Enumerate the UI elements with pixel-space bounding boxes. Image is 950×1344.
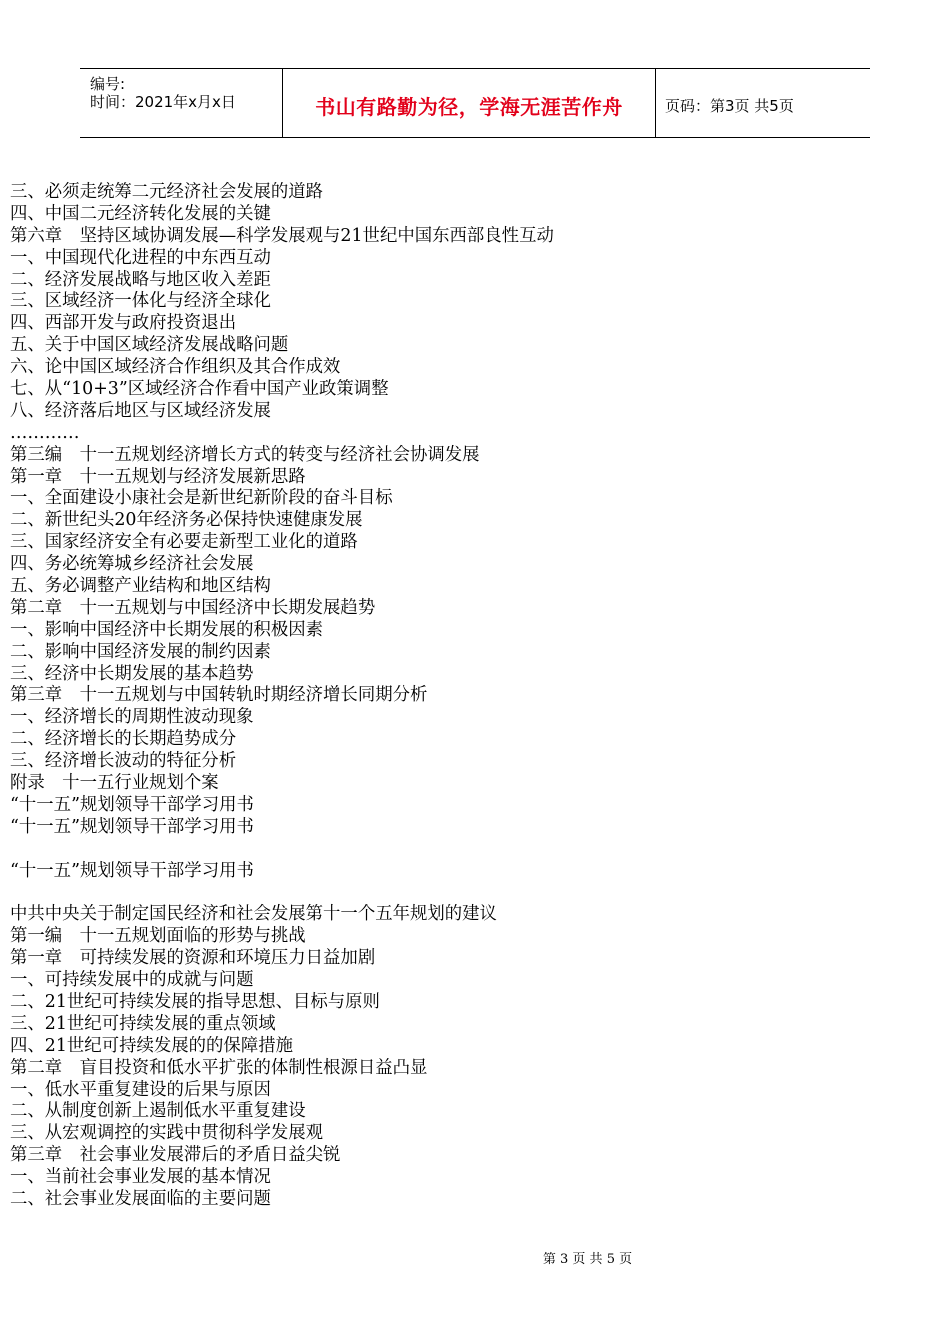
toc-line: 三、必须走统筹二元经济社会发展的道路 [10,182,324,202]
toc-line: 附录 十一五行业规划个案 [10,773,219,794]
toc-line: 第一编 十一五规划面临的形势与挑战 [10,926,306,947]
toc-line: 五、关于中国区域经济发展战略问题 [10,335,289,356]
toc-line: 第三章 十一五规划与中国转轨时期经济增长同期分析 [10,685,428,706]
toc-line: 三、经济中长期发展的基本趋势 [10,663,254,684]
toc-line: 三、国家经济安全有必要走新型工业化的道路 [10,532,358,553]
toc-line [10,883,910,905]
toc-line: 第二章 十一五规划与中国经济中长期发展趋势 [10,597,376,618]
toc-line: 五、务必调整产业结构和地区结构 [10,576,271,597]
toc-line: 一、经济增长的周期性波动现象 [10,707,254,728]
header-page-cell [655,69,870,137]
toc-line: 二、新世纪头20年经济务必保持快速健康发展 [10,510,363,531]
toc-line: 第一章 十一五规划与经济发展新思路 [10,466,306,487]
toc-line: “十一五”规划领导干部学习用书 [10,816,254,837]
toc-line: 四、21世纪可持续发展的的保障措施 [10,1035,293,1056]
toc-line: 第二章 盲目投资和低水平扩张的体制性根源日益凸显 [10,1057,428,1078]
toc-line: 三、经济增长波动的特征分析 [10,751,237,772]
toc-line: 三、21世纪可持续发展的重点领域 [10,1013,276,1034]
number-label: 编号: [90,75,126,93]
toc-line: 二、21世纪可持续发展的指导思想、目标与原则 [10,991,380,1012]
page-info: 页码：第3页 共5页 [665,97,794,115]
toc-line: 三、从宏观调控的实践中贯彻科学发展观 [10,1123,324,1144]
header-motto-cell [282,69,656,137]
time-label: 时间：2021年x月x日 [90,93,236,111]
toc-line: 二、经济发展战略与地区收入差距 [10,269,271,290]
document-body [10,182,910,1211]
toc-line: 一、可持续发展中的成就与问题 [10,970,254,991]
toc-line: 六、论中国区域经济合作组织及其合作成效 [10,357,341,378]
toc-line: 一、低水平重复建设的后果与原因 [10,1079,271,1100]
toc-line [10,839,910,861]
page-footer: 第 3 页 共 5 页 [542,1252,633,1267]
toc-line: 二、社会事业发展面临的主要问题 [10,1188,271,1209]
toc-line: 二、影响中国经济发展的制约因素 [10,641,271,662]
toc-line: 第一章 可持续发展的资源和环境压力日益加剧 [10,948,376,969]
toc-line: 一、中国现代化进程的中东西互动 [10,247,271,268]
toc-line: 一、当前社会事业发展的基本情况 [10,1167,271,1188]
header-meta-cell [80,69,282,137]
toc-line: 八、经济落后地区与区域经济发展 [10,400,271,421]
toc-line: 第三章 社会事业发展滞后的矛盾日益尖锐 [10,1145,341,1166]
toc-line: 一、影响中国经济中长期发展的积极因素 [10,619,324,640]
toc-line: “十一五”规划领导干部学习用书 [10,794,254,815]
toc-line: 第三编 十一五规划经济增长方式的转变与经济社会协调发展 [10,444,480,465]
toc-line: 二、经济增长的长期趋势成分 [10,729,237,750]
toc-line: ………… [10,422,80,443]
toc-line: 七、从“10+3”区域经济合作看中国产业政策调整 [10,379,389,400]
toc-line: 第六章 坚持区域协调发展—科学发展观与21世纪中国东西部良性互动 [10,225,554,246]
toc-line: 中共中央关于制定国民经济和社会发展第十一个五年规划的建议 [10,904,497,925]
page-header [80,68,870,138]
toc-line: 四、西部开发与政府投资退出 [10,313,237,334]
toc-line: 二、从制度创新上遏制低水平重复建设 [10,1101,306,1122]
motto-text: 书山有路勤为径，学海无涯苦作舟 [315,95,623,119]
toc-line: “十一五”规划领导干部学习用书 [10,860,254,881]
toc-line: 三、区域经济一体化与经济全球化 [10,291,271,312]
toc-line: 四、务必统筹城乡经济社会发展 [10,554,254,575]
toc-line: 四、中国二元经济转化发展的关键 [10,203,271,224]
toc-line: 一、全面建设小康社会是新世纪新阶段的奋斗目标 [10,488,393,509]
